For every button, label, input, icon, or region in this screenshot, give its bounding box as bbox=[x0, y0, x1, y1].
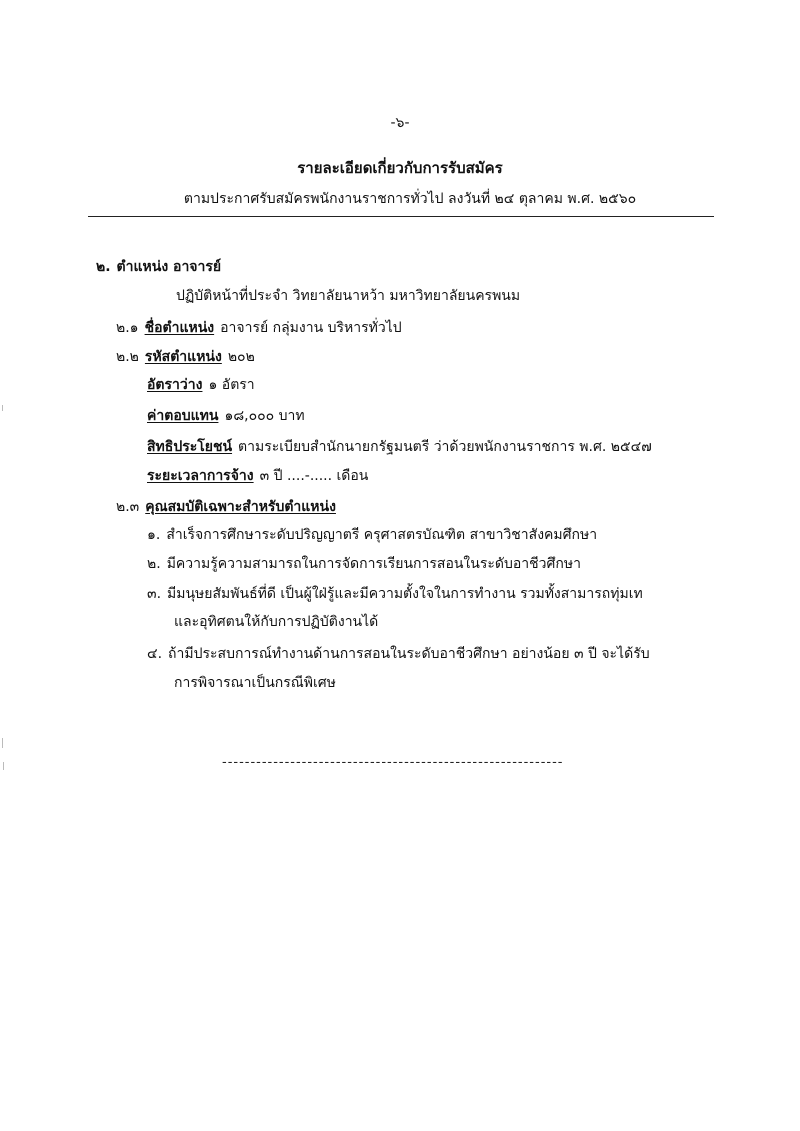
qualification-continuation: และอุทิศตนให้กับการปฏิบัติงานได้ bbox=[174, 614, 379, 630]
qualification-item bbox=[147, 525, 597, 545]
detail-salary bbox=[147, 406, 305, 426]
detail-label: ระยะเวลาการจ้าง bbox=[147, 468, 254, 484]
qualification-item bbox=[147, 584, 643, 604]
qualification-text: ถ้ามีประสบการณ์ทำงานด้านการสอนในระดับอาชีวศึกษา อย่างน้อย ๓ ปี จะได้รับ bbox=[168, 646, 650, 662]
item-value: อาจารย์ กลุ่มงาน บริหารทั่วไป bbox=[220, 320, 402, 336]
qualification-number: ๑. bbox=[147, 527, 161, 543]
page-title: รายละเอียดเกี่ยวกับการรับสมัคร bbox=[297, 159, 503, 177]
qualification-text: สำเร็จการศึกษาระดับปริญญาตรี ครุศาสตรบัณฑิต สาขาวิชาสังคมศึกษา bbox=[166, 527, 598, 543]
item-number: ๒.๒ bbox=[116, 349, 139, 365]
page-number: -๖- bbox=[390, 115, 410, 131]
qualification-text: มีมนุษยสัมพันธ์ที่ดี เป็นผู้ใฝ่รู้และมีความตั้งใจในการทำงาน รวมทั้งสามารถทุ่มเท bbox=[167, 586, 643, 602]
detail-label: สิทธิประโยชน์ bbox=[147, 439, 233, 455]
item-number: ๒.๓ bbox=[116, 499, 140, 515]
item-number: ๒.๑ bbox=[116, 320, 139, 336]
scan-speck bbox=[2, 405, 3, 411]
item-label: ชื่อตำแหน่ง bbox=[144, 320, 215, 336]
scan-speck bbox=[3, 762, 4, 770]
section-duty: ปฏิบัติหน้าที่ประจำ วิทยาลัยนาหว้า มหาวิทยาลัยนครพนม bbox=[176, 288, 521, 304]
qualification-item bbox=[147, 554, 581, 574]
detail-label: ค่าตอบแทน bbox=[147, 408, 219, 424]
item-label: คุณสมบัติเฉพาะสำหรับตำแหน่ง bbox=[145, 499, 336, 515]
item-value: ๒๐๒ bbox=[227, 349, 255, 365]
qualification-continuation: การพิจารณาเป็นกรณีพิเศษ bbox=[174, 675, 336, 691]
section-number: ๒. bbox=[96, 259, 111, 275]
section-title: ตำแหน่ง อาจารย์ bbox=[116, 259, 222, 275]
end-divider: ------------------------------------------------------------ bbox=[222, 755, 564, 770]
detail-value: ๑ อัตรา bbox=[208, 377, 255, 393]
item-position-code bbox=[116, 347, 255, 367]
detail-term bbox=[147, 466, 368, 486]
item-position-name bbox=[116, 318, 402, 338]
detail-vacancy bbox=[147, 375, 255, 395]
scan-speck bbox=[2, 738, 3, 748]
page-subtitle: ตามประกาศรับสมัครพนักงานราชการทั่วไป ลงวันที่ ๒๔ ตุลาคม พ.ศ. ๒๕๖๐ bbox=[183, 191, 637, 207]
qualification-item bbox=[147, 644, 650, 664]
detail-benefits bbox=[147, 437, 652, 457]
item-qualifications bbox=[116, 497, 336, 517]
section-heading bbox=[96, 257, 221, 277]
qualification-number: ๒. bbox=[147, 556, 161, 572]
qualification-text: มีความรู้ความสามารถในการจัดการเรียนการสอนในระดับอาชีวศึกษา bbox=[166, 556, 581, 572]
item-label: รหัสตำแหน่ง bbox=[144, 349, 222, 365]
qualification-number: ๓. bbox=[147, 586, 162, 602]
detail-value: ๓ ปี ....-..... เดือน bbox=[259, 468, 369, 484]
header-divider bbox=[88, 216, 714, 217]
detail-value: ๑๘,๐๐๐ บาท bbox=[224, 408, 305, 424]
detail-value: ตามระเบียบสำนักนายกรัฐมนตรี ว่าด้วยพนักงานราชการ พ.ศ. ๒๕๔๗ bbox=[238, 439, 652, 455]
qualification-number: ๔. bbox=[147, 646, 163, 662]
detail-label: อัตราว่าง bbox=[147, 377, 203, 393]
